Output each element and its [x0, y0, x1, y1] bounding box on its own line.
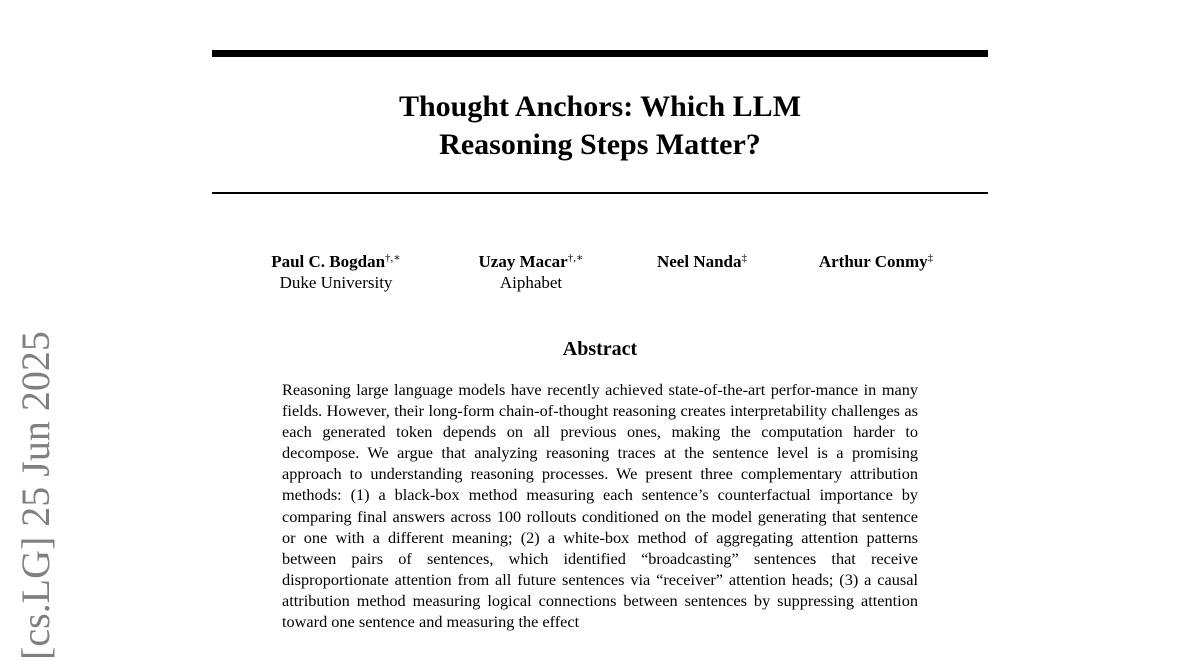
title-bottom-rule: [212, 192, 988, 194]
abstract-heading: Abstract: [562, 338, 638, 360]
author-marks: †,∗: [385, 252, 401, 264]
author-affiliation: Aiphabet: [499, 273, 563, 292]
title-line-2: Reasoning Steps Matter?: [439, 128, 761, 161]
author-marks: ‡: [927, 252, 934, 264]
author-name: Paul C. Bogdan: [271, 252, 386, 271]
top-rule: [212, 50, 988, 57]
author-affiliation: Duke University: [279, 273, 393, 292]
title-line-1: Thought Anchors: Which LLM: [398, 90, 802, 123]
author-block: [252, 248, 420, 293]
author-name: Uzay Macar: [478, 252, 568, 271]
author-block: [450, 248, 612, 293]
author-block: [634, 248, 770, 272]
author-name: Arthur Conmy: [818, 252, 928, 271]
arxiv-identifier-stamp: [cs.LG] 25 Jun 2025: [13, 331, 58, 660]
author-marks: †,∗: [567, 252, 584, 264]
author-marks: ‡: [741, 252, 748, 264]
author-block: [796, 248, 956, 272]
paper-title: [212, 88, 988, 164]
abstract-text: Reasoning large language models have recently achieved state-of-the-art perfor-mance in many fields. However, their long-form chain-of-thought reasoning creates interpretability challenges as each generated token depends on all previous ones, making the computation harder to decompose. We argue that analyzing reasoning traces at the sentence level is a promising approach to understanding reasoning processes. We present three complementary attribution methods: (1) a black-box method measuring each sentence’s counterfactual importance by comparing final answers across 100 rollouts conditioned on the model generating that sentence or one with a different meaning; (2) a white-box method of aggregating attention patterns between pairs of sentences, which identified “broadcasting” sentences that receive disproportionate attention from all future sentences via “receiver” attention heads; (3) a causal attribution method measuring logical connections between sentences by suppressing attention toward one sentence and measuring the effect: [282, 380, 918, 632]
author-name: Neel Nanda: [656, 252, 742, 271]
